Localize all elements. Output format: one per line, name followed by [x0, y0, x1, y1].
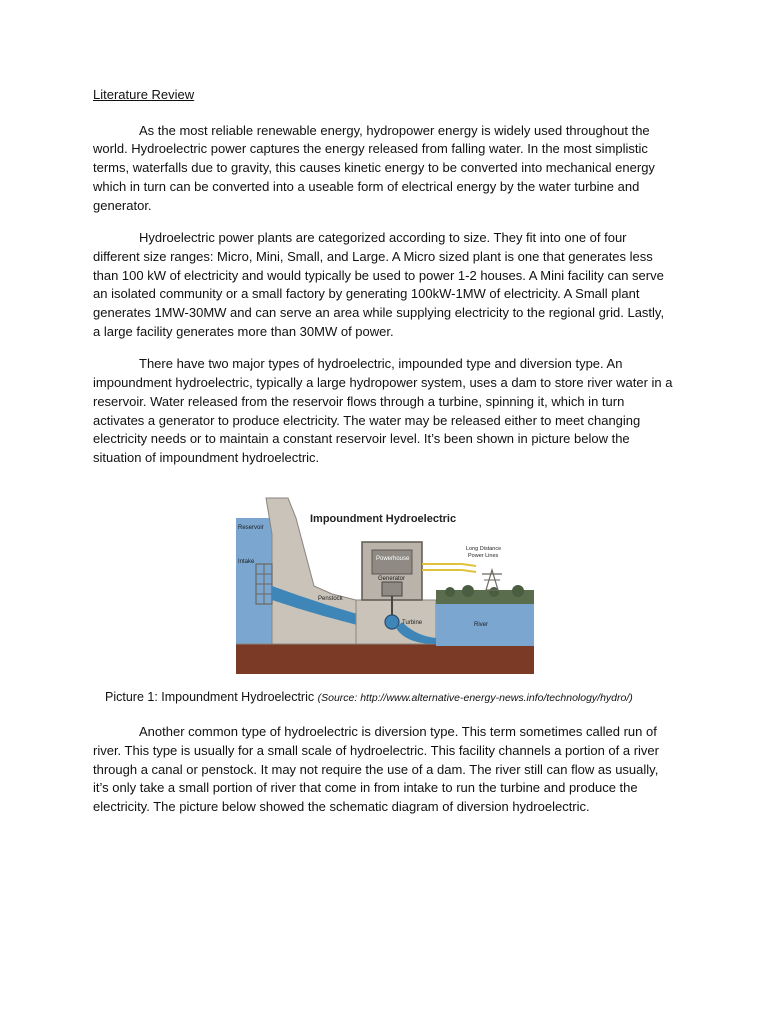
- paragraph-impoundment: There have two major types of hydroelectric, impounded type and diversion type. An impoundment hydroelectric, typically a large hydropower system, uses a dam to store river water in a reservoir. Water released from the reservoir flows through a turbine, spinning it, which in turn activates a generator to produce electricity. The water may be released either to meet changing electricity needs or to maintain a constant reservoir level. It’s been shown in picture below the situation of impoundment hydroelectric.: [93, 356, 673, 465]
- paragraph-diversion: Another common type of hydroelectric is diversion type. This term sometimes called run of river. This type is usually for a small scale of hydroelectric. This facility channels a portion of a river through a canal or penstock. It may not require the use of a dam. The river still can flow as usually, it’s only take a small portion of river that come in from intake to run the turbine and produce the electricity. The picture below showed the schematic diagram of diversion hydroelectric.: [93, 724, 659, 815]
- label-power-lines-line1: Long Distance: [466, 545, 502, 552]
- paragraph-intro: As the most reliable renewable energy, hydropower energy is widely used throughout the world. Hydroelectric power captures the energy released from falling water. In the most simplistic terms, waterfalls due to gravity, this causes kinetic energy to be converted into mechanical energy which in turn can be converted into a useable form of electrical energy by the water turbine and generator.: [93, 122, 655, 213]
- impoundment-diagram: [236, 494, 534, 674]
- label-power-lines-line2: Power Lines: [468, 552, 499, 559]
- impoundment-hydroelectric-figure: [236, 494, 534, 674]
- figure-title: Impoundment Hydroelectric: [310, 512, 457, 525]
- caption-label: Picture 1: Impoundment Hydroelectric: [105, 689, 315, 704]
- caption-source: (Source: http://www.alternative-energy-news.info/technology/hydro/): [317, 691, 633, 704]
- figure-caption: [105, 688, 673, 708]
- label-intake: Intake: [238, 558, 255, 565]
- ground: [236, 644, 534, 674]
- label-penstock: Penstock: [318, 595, 343, 602]
- label-turbine: Turbine: [402, 619, 423, 626]
- document-body: [93, 86, 673, 831]
- paragraph-size-categories: Hydroelectric power plants are categorized according to size. They fit into one of four different size ranges: Micro, Mini, Small, and Large. A Micro sized plant is one that generates less than 100 kW of electricity and would typically be used to power 1-2 houses. A Mini facility can serve an isolated community or a small factory by generating 100kW-1MW of electricity. A Small plant generates 1MW-30MW and can serve an area while supplying electricity to the regional grid. Lastly, a large facility generates more than 30MW of power.: [93, 230, 665, 339]
- label-powerhouse: Powerhouse: [376, 555, 410, 562]
- powerhouse-room: [372, 550, 412, 574]
- generator: [382, 582, 402, 596]
- label-reservoir: Reservoir: [238, 524, 264, 531]
- label-generator: Generator: [378, 575, 406, 582]
- turbine: [385, 615, 399, 629]
- label-river: River: [474, 621, 489, 628]
- section-heading: Literature Review: [93, 87, 195, 102]
